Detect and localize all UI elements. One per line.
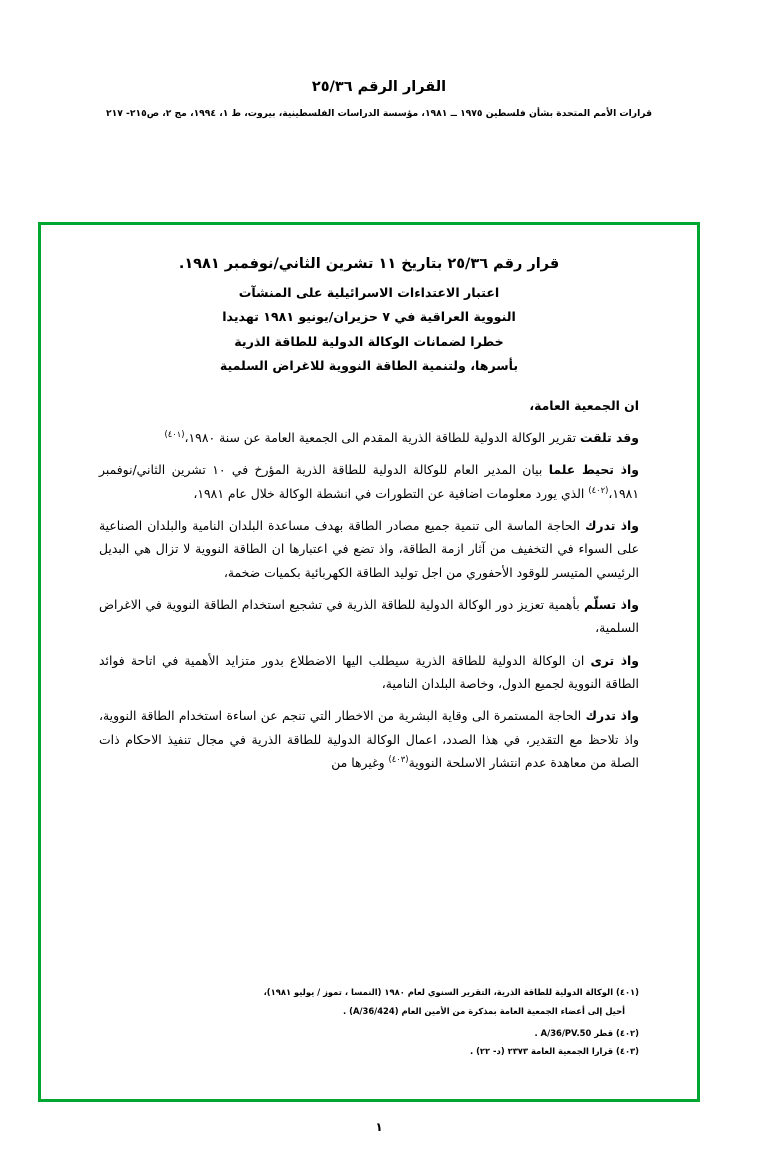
subheading-line-4: بأسرها، ولتنمية الطاقة النووية للاغراض السلمية bbox=[219, 358, 519, 374]
preamble-paragraph bbox=[99, 593, 639, 640]
paragraph-opening: واذ تسلّم bbox=[583, 596, 639, 612]
footnotes-section bbox=[99, 985, 639, 1063]
footnote-number: (٤٠٢) bbox=[616, 1027, 639, 1038]
preamble-paragraph bbox=[99, 426, 639, 449]
preamble-lead: ان الجمعية العامة، bbox=[529, 397, 639, 413]
content-frame bbox=[38, 222, 700, 1102]
paragraph-text: بيان المدير العام للوكالة الدولية للطاقة الذرية المؤرخ في ١٠ تشرين الثاني/نوفمبر ١٩٨١، bbox=[99, 462, 639, 501]
footnote-item bbox=[99, 985, 639, 1000]
footnote-number: (٤٠١) bbox=[616, 987, 639, 998]
footnote-ref: (٤٠١) bbox=[164, 428, 185, 439]
paragraph-opening: واذ تحيط علما bbox=[548, 462, 639, 478]
preamble-paragraph bbox=[99, 704, 639, 774]
footnote-text: قطر A/36/PV.50 . bbox=[534, 1027, 614, 1038]
footnote-ref: (٤٠٢) bbox=[588, 484, 609, 495]
footnote-item bbox=[99, 1026, 639, 1041]
paragraph-tail: وغيرها من bbox=[331, 754, 389, 770]
document-header bbox=[0, 78, 758, 121]
footnote-subtext: أحيل إلى أعضاء الجمعية العامة بمذكرة من الأمين العام (A/36/424) . bbox=[343, 1005, 625, 1016]
preamble-paragraph bbox=[99, 458, 639, 505]
footnote-text: قرارا الجمعية العامة ٢٣٧٣ (د- ٢٢) . bbox=[469, 1046, 614, 1057]
page-number: ١ bbox=[375, 1120, 383, 1134]
paragraph-text: الحاجة المستمرة الى وقاية البشرية من الاخطار التي تنجم عن اساءة استخدام الطاقة النووية، واذ تلاحظ مع التقدير، في هذا الصدد، اعمال الوكالة الدولية للطاقة الذرية في مجال تنفيذ الاحكام ذات الصلة من معاهدة عدم انتشار الاسلحة النووية bbox=[99, 708, 639, 770]
paragraph-opening: واذ تدرك bbox=[585, 708, 640, 724]
paragraph-text: ان الوكالة الدولية للطاقة الذرية سيطلب اليها الاضطلاع بدور متزايد الأهمية في اتاحة فوائد الطاقة النووية لجميع الدول، وخاصة البلدان النامية، bbox=[99, 652, 639, 691]
footnote-text: الوكالة الدولية للطاقة الذرية، التقرير السنوي لعام ١٩٨٠ (النمسا ، تموز / يوليو ١٩٨١)، bbox=[263, 987, 614, 998]
paragraph-text: الحاجة الماسة الى تنمية جميع مصادر الطاقة بهدف مساعدة البلدان النامية والبلدان الصناعية على السواء في التخفيف من آثار ازمة الطاقة، واذ تضع في اعتبارها ان الطاقة النووية لا تزال هي البديل الرئيسي المتيسر للوقود الأحفوري من اجل توليد الطاقة الكهربائية بكميات ضخمة، bbox=[99, 518, 639, 580]
source-citation: قرارات الأمم المتحدة بشأن فلسطين ١٩٧٥ ــ ١٩٨١، مؤسسة الدراسات الفلسطينية، بيروت، ط ١، ١٩٩٤، مج ٢، ص٢١٥- ٢١٧ bbox=[106, 107, 652, 119]
paragraph-tail: الذي يورد معلومات اضافية عن التطورات في انشطة الوكالة خلال عام ١٩٨١، bbox=[193, 485, 589, 501]
footnote-item bbox=[99, 1044, 639, 1059]
subheading-line-1: اعتبار الاعتداءات الاسرائيلية على المنشآت bbox=[238, 284, 500, 300]
paragraph-opening: واذ ترى bbox=[590, 652, 640, 668]
preamble-paragraph bbox=[99, 649, 639, 696]
resolution-subheading bbox=[99, 281, 639, 379]
footnote-ref: (٤٠٣) bbox=[388, 753, 409, 764]
subheading-line-3: خطرا لضمانات الوكالة الدولية للطاقة الذرية bbox=[234, 333, 504, 349]
footnote-number: (٤٠٣) bbox=[616, 1046, 639, 1057]
paragraph-opening: وقد تلقت bbox=[579, 430, 639, 446]
resolution-heading: قرار رقم ٢٥/٣٦ بتاريخ ١١ تشرين الثاني/نوفمبر ١٩٨١. bbox=[178, 256, 560, 272]
subheading-line-2: النووية العراقية في ٧ حزيران/يونيو ١٩٨١ تهديدا bbox=[222, 309, 516, 325]
preamble-paragraph bbox=[99, 514, 639, 584]
paragraph-opening: واذ تدرك bbox=[585, 518, 639, 533]
document-page bbox=[0, 78, 758, 1156]
paragraph-text: بأهمية تعزيز دور الوكالة الدولية للطاقة الذرية في تشجيع استخدام الطاقة النووية في الاغراض السلمية، bbox=[99, 596, 639, 636]
paragraph-text: تقرير الوكالة الدولية للطاقة الذرية المقدم الى الجمعية العامة عن سنة ١٩٨٠، bbox=[184, 430, 580, 446]
page-title: القرار الرقم ٢٥/٣٦ bbox=[311, 79, 447, 95]
